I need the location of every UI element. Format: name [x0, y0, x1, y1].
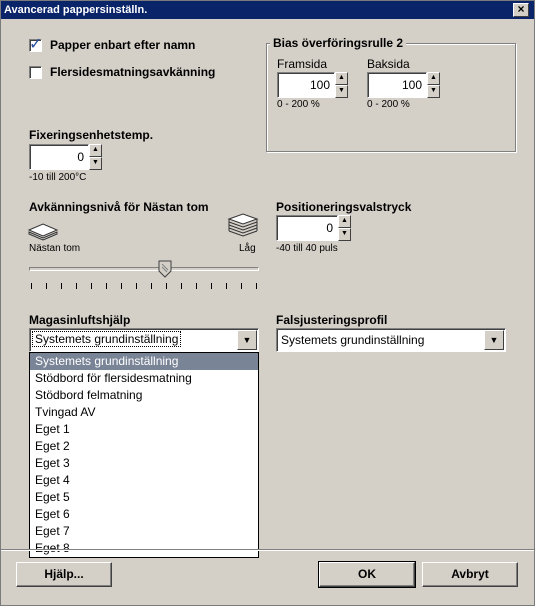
slider-tick — [136, 283, 137, 289]
bias-back-label: Baksida — [367, 57, 410, 71]
slider-tick — [241, 283, 242, 289]
tray-air-option[interactable]: Eget 4 — [35, 473, 70, 487]
fold-profile-label: Falsjusteringsprofil — [276, 313, 388, 327]
near-empty-min-label: Nästan tom — [29, 243, 81, 254]
close-button[interactable] — [513, 3, 529, 17]
slider-tick — [181, 283, 182, 289]
arrow-down-icon: ▼ — [430, 87, 437, 94]
tray-air-option[interactable]: Eget 6 — [35, 507, 70, 521]
slider-tick — [61, 283, 62, 289]
slider-tick — [46, 283, 47, 289]
tray-air-label: Magasinluftshjälp — [29, 313, 131, 327]
arrow-up-icon: ▲ — [430, 74, 437, 81]
close-icon: × — [517, 2, 525, 16]
fold-profile-select[interactable] — [276, 328, 506, 352]
bias-back-up-button[interactable] — [427, 72, 440, 85]
fold-profile-selected-value: Systemets grundinställning — [281, 333, 425, 347]
paper-stack-full-icon — [227, 213, 261, 243]
bias-back-down-button[interactable] — [427, 85, 440, 98]
fuser-temp-range: -10 till 200°C — [29, 172, 87, 183]
slider-tick — [256, 283, 257, 289]
arrow-up-icon: ▲ — [341, 217, 348, 224]
fuser-temp-spinner — [89, 144, 102, 170]
bias-back-range: 0 - 200 % — [367, 99, 410, 110]
checkmark-icon: ✓ — [29, 36, 43, 53]
positioning-spinner — [338, 215, 351, 241]
bias-front-input[interactable]: 100 — [277, 72, 335, 98]
arrow-down-icon: ▼ — [92, 159, 99, 166]
positioning-label: Positioneringsvalstryck — [276, 200, 412, 214]
tray-air-dropdown-button[interactable] — [237, 330, 257, 350]
slider-tick — [91, 283, 92, 289]
slider-tick — [151, 283, 152, 289]
slider-tick — [31, 283, 32, 289]
bias-back-spinner — [427, 72, 440, 98]
tray-air-selected-value: Systemets grundinställning — [35, 332, 179, 346]
near-empty-label: Avkänningsnivå för Nästan tom — [29, 200, 209, 214]
chevron-down-icon: ▼ — [242, 335, 252, 345]
near-empty-slider-thumb[interactable] — [158, 260, 172, 278]
ok-button[interactable]: OK — [319, 562, 415, 587]
arrow-down-icon: ▼ — [341, 230, 348, 237]
bias-front-label: Framsida — [277, 57, 328, 71]
positioning-range: -40 till 40 puls — [276, 243, 338, 254]
tray-air-option[interactable]: Eget 8 — [35, 541, 70, 555]
tray-air-option[interactable]: Eget 5 — [35, 490, 70, 504]
multifeed-checkbox[interactable] — [29, 66, 42, 79]
fuser-temp-down-button[interactable] — [89, 157, 102, 170]
arrow-down-icon: ▼ — [338, 87, 345, 94]
fuser-temp-label: Fixeringsenhetstemp. — [29, 128, 154, 142]
paper-by-name-checkbox[interactable] — [29, 36, 43, 53]
slider-tick — [226, 283, 227, 289]
help-button[interactable]: Hjälp... — [16, 562, 112, 587]
button-separator — [1, 549, 534, 551]
near-empty-slider-track[interactable] — [29, 267, 259, 271]
slider-tick — [196, 283, 197, 289]
title-bar — [1, 1, 534, 19]
fold-profile-dropdown-button[interactable] — [484, 330, 504, 350]
slider-tick — [211, 283, 212, 289]
positioning-up-button[interactable] — [338, 215, 351, 228]
near-empty-max-label: Låg — [239, 243, 256, 254]
positioning-down-button[interactable] — [338, 228, 351, 241]
cancel-button[interactable]: Avbryt — [422, 562, 518, 587]
bias-front-down-button[interactable] — [335, 85, 348, 98]
bias-front-spinner — [335, 72, 348, 98]
tray-air-option[interactable]: Eget 3 — [35, 456, 70, 470]
fuser-temp-input[interactable]: 0 — [29, 144, 89, 170]
window-title: Avancerad pappersinställn. — [4, 4, 148, 16]
slider-tick — [166, 283, 167, 289]
bias-group-title: Bias överföringsrulle 2 — [270, 36, 406, 50]
bias-front-range: 0 - 200 % — [277, 99, 320, 110]
paper-by-name-label: Papper enbart efter namn — [50, 38, 196, 52]
paper-stack-thin-icon — [27, 221, 61, 241]
slider-tick — [121, 283, 122, 289]
positioning-input[interactable]: 0 — [276, 215, 338, 241]
slider-tick — [106, 283, 107, 289]
tray-air-option[interactable]: Tvingad AV — [35, 405, 96, 419]
chevron-down-icon: ▼ — [489, 335, 499, 345]
arrow-up-icon: ▲ — [92, 146, 99, 153]
fuser-temp-up-button[interactable] — [89, 144, 102, 157]
bias-front-up-button[interactable] — [335, 72, 348, 85]
tray-air-option[interactable]: Eget 7 — [35, 524, 70, 538]
tray-air-option[interactable]: Systemets grundinställning — [30, 353, 258, 370]
tray-air-select[interactable] — [29, 328, 259, 352]
slider-tick — [76, 283, 77, 289]
arrow-up-icon: ▲ — [338, 74, 345, 81]
tray-air-option[interactable]: Eget 1 — [35, 422, 70, 436]
bias-back-input[interactable]: 100 — [367, 72, 427, 98]
multifeed-label: Flersidesmatningsavkänning — [50, 65, 216, 79]
tray-air-option[interactable]: Stödbord felmatning — [35, 388, 143, 402]
slider-ticks — [31, 283, 257, 291]
tray-air-option[interactable]: Stödbord för flersidesmatning — [35, 371, 192, 385]
tray-air-dropdown-list — [29, 352, 259, 558]
tray-air-option[interactable]: Eget 2 — [35, 439, 70, 453]
